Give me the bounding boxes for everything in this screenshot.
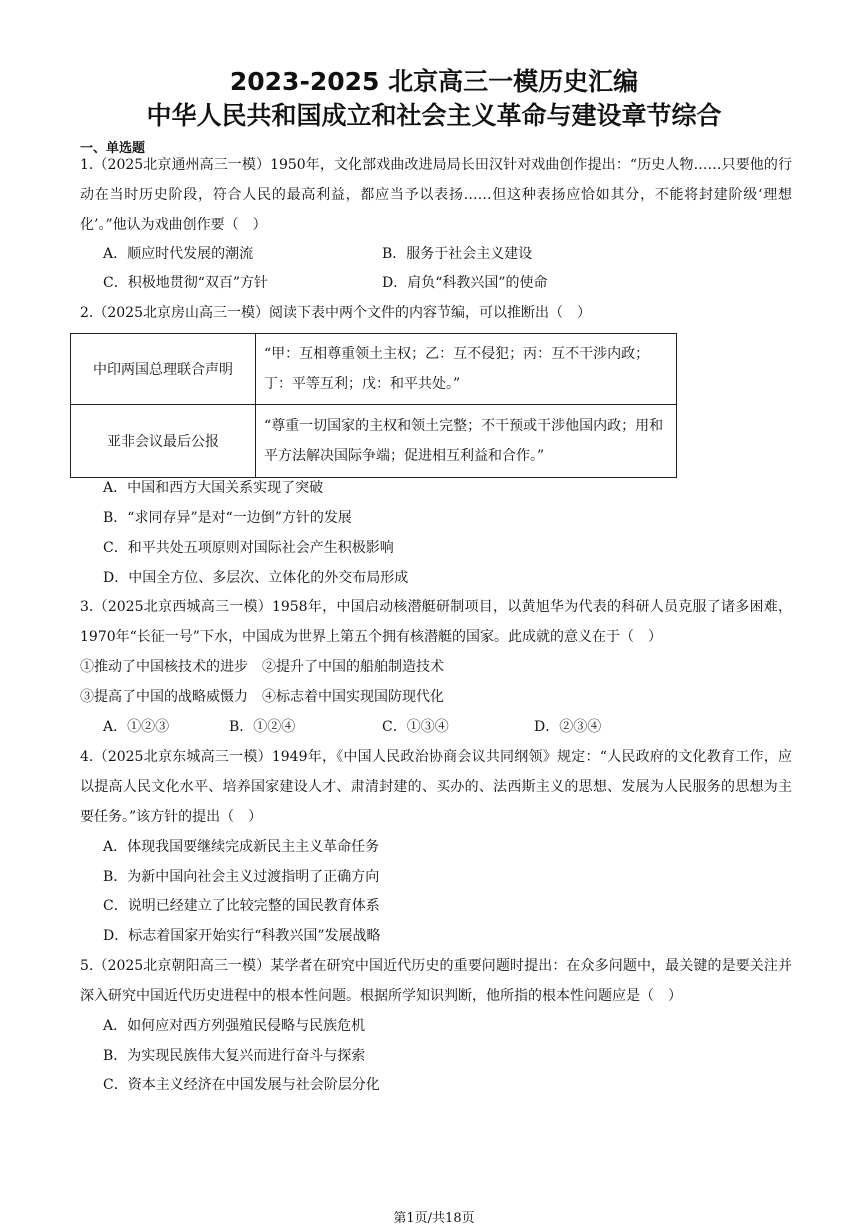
question-4-option-d: D．标志着国家开始实行“科教兴国”发展战略 bbox=[103, 928, 381, 944]
question-4-option-a: A．体现我国要继续完成新民主主义革命任务 bbox=[103, 839, 380, 855]
question-2-option-a: A．中国和西方大国关系实现了突破 bbox=[103, 480, 324, 496]
question-1-option-c: C．积极地贯彻“双百”方针 bbox=[103, 275, 269, 291]
table-cell-document-content: “甲：互相尊重领土主权；乙：互不侵犯；丙：互不干涉内政；丁：平等互利；戊：和平共处。” bbox=[256, 334, 677, 405]
question-5-option-a: A．如何应对西方列强殖民侵略与民族危机 bbox=[103, 1018, 366, 1034]
question-1-option-a: A．顺应时代发展的潮流 bbox=[103, 246, 254, 262]
question-3-statements-1-2: ①推动了中国核技术的进步 ②提升了中国的船舶制造技术 bbox=[80, 659, 444, 675]
question-3-option-a: A．①②③ bbox=[103, 719, 170, 735]
question-2-stem: 2.（2025北京房山高三一模）阅读下表中两个文件的内容节编，可以推断出（ ） bbox=[80, 305, 591, 321]
question-5-option-b: B．为实现民族伟大复兴而进行奋斗与探索 bbox=[103, 1048, 366, 1064]
question-4-option-b: B．为新中国向社会主义过渡指明了正确方向 bbox=[103, 869, 380, 885]
question-3-stem: 3.（2025北京西城高三一模）1958年，中国启动核潜艇研制项目，以黄旭华为代表的科研人员克服了诸多困难，1970年“长征一号”下水，中国成为世界上第五个拥有核潜艇的国家。此成就的意义在于（ ） bbox=[80, 599, 792, 645]
question-1-option-b: B．服务于社会主义建设 bbox=[382, 246, 533, 262]
question-2-option-c: C．和平共处五项原则对国际社会产生积极影响 bbox=[103, 540, 394, 556]
document-subtitle: 中华人民共和国成立和社会主义革命与建设章节综合 bbox=[146, 101, 722, 130]
page-number: 第1页/共18页 bbox=[393, 1211, 475, 1226]
section-heading: 一、单选题 bbox=[80, 141, 146, 156]
question-3-option-c: C．①③④ bbox=[382, 719, 449, 735]
table-cell-document-name: 中印两国总理联合声明 bbox=[71, 334, 256, 405]
question-2-option-b: B．“求同存异”是对“一边倒”方针的发展 bbox=[103, 510, 352, 526]
question-5-stem: 5.（2025北京朝阳高三一模）某学者在研究中国近代历史的重要问题时提出：在众多问题中，最关键的是要关注并深入研究中国近代历史进程中的根本性问题。根据所学知识判断，他所指的根本性问题应是（ ） bbox=[80, 958, 792, 1004]
table-cell-document-content: “尊重一切国家的主权和领土完整；不干预或干涉他国内政；用和平方法解决国际争端；促进相互利益和合作。” bbox=[256, 405, 677, 478]
question-4-option-c: C．说明已经建立了比较完整的国民教育体系 bbox=[103, 898, 380, 914]
question-3-option-d: D．②③④ bbox=[534, 719, 602, 735]
question-2-option-d: D．中国全方位、多层次、立体化的外交布局形成 bbox=[103, 570, 409, 586]
question-3-option-b: B．①②④ bbox=[229, 719, 296, 735]
question-3-statements-3-4: ③提高了中国的战略威慑力 ④标志着中国实现国防现代化 bbox=[80, 689, 444, 705]
question-1-option-d: D．肩负“科教兴国”的使命 bbox=[382, 275, 548, 291]
question-5-option-c: C．资本主义经济在中国发展与社会阶层分化 bbox=[103, 1077, 380, 1093]
document-excerpt-table bbox=[70, 333, 677, 478]
document-title: 2023-2025 北京高三一模历史汇编 bbox=[229, 67, 639, 96]
question-1-stem: 1.（2025北京通州高三一模）1950年，文化部戏曲改进局局长田汉针对戏曲创作提出：“历史人物……只要他的行动在当时历史阶段，符合人民的最高利益，都应当予以表扬……但这种表扬应恰如其分，不能将封建阶级‘理想化’。”他认为戏曲创作要（ ） bbox=[80, 157, 792, 233]
question-4-stem: 4.（2025北京东城高三一模）1949年，《中国人民政治协商会议共同纲领》规定：“人民政府的文化教育工作，应以提高人民文化水平、培养国家建设人才、肃清封建的、买办的、法西斯主义的思想、发展为人民服务的思想为主要任务。”该方针的提出（ ） bbox=[80, 749, 792, 825]
table-row bbox=[71, 334, 677, 405]
table-cell-document-name: 亚非会议最后公报 bbox=[71, 405, 256, 478]
table-row bbox=[71, 405, 677, 478]
